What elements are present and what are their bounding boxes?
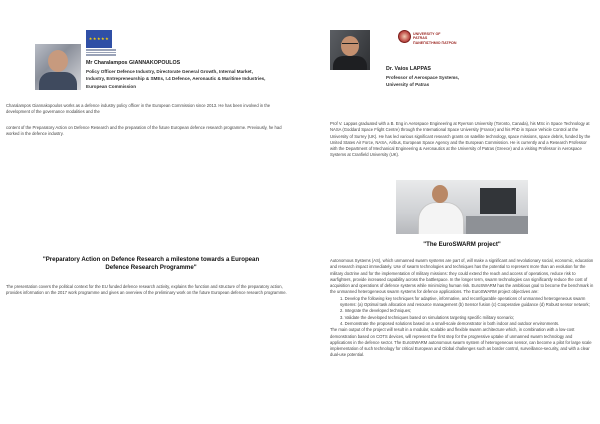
swarm-paragraph-2: The main output of the project will result in a modular, scalable and flexible swarm architecture which, in combination with a low-cost demonstration based on COTS devices, will represent the first step for the progressive uptake of unmanned swarm technology and applications in the defence sector. The EuroSWARM autonomous swarm system of heterogeneous sensor, can become a pilot for large scale implementation of such technology for critical European and Global challenges such as border control, surveillance-security, and with a clear dual-use potential. [330,327,592,358]
presentation-title-1: "Preparatory Action on Defence Research a milestone towards a European Defence Research Programme" [42,256,260,271]
speaker-name-2: Dr. Vaios LAPPAS [386,66,431,72]
role-line: Industry, Entrepreneurship & SMEs, I.4 Defence, Aeronautic & Maritime Industries, [86,76,266,82]
swarm-paragraph-1: Autonomous Systems (AS), which unmanned swarm systems are part of, will make a significant and revolutionary social, economic, education and research impact immediately. Use of swarm technologies and techniques has the potential to represent more than an evolution for the military doctrine and for the implementation of military missions: they could extend the reach and access of operations, reduce risk to warfighters, provide increased capability across the battlespace. In the longer term, swarm technologies can significantly reduce the cost of acquisition and operations of defence systems while minimizing human risk. EuroSWARM has the ambitious goal to become the benchmark in the unmanned heterogeneous swarm systems for defence applications. The EuroSWARM project objectives are: [330,258,594,295]
photo-body [418,202,464,234]
presentation-abstract-2 [330,258,594,359]
role-line: European Commission [86,83,137,89]
university-of-patras-seal [398,30,411,43]
photo-head [341,36,359,56]
role-line: Professor of Aerospace Systems, [386,75,460,80]
photo-body [333,56,367,70]
photo-head [432,185,448,203]
photo-body [39,72,77,90]
glasses-icon [342,43,358,46]
objective-item: 4. Demonstrate the proposed solutions based on a small-scale demonstrator in both indoor and outdoor environments. [340,320,560,326]
eu-stars-icon: ★★★★★ [88,36,110,41]
objective-item: 2. Integrate the developed techniques; [340,308,412,314]
objective-item: 1. Develop the following key techniques for adaptive, informative, and reconfigurable operations of unmanned heterogeneous swarm systems: (a) Optimal task allocation and resource management (b) Sensor fusion (c) Cooperative guidance (d) Robust sensor network; [340,295,590,308]
speaker-bio-2: Prof V. Lappas graduated with a B. Eng in Aerospace Engineering at Ryerson University (Toronto, Canada), his MSc in Space Technology at NASA (Goddard Space Flight Centre) through the International Space University (France) and his PhD in Space Vehicle Control at the University of Surrey (UK). He has led various significant research grants on satellite technology, space missions, space debris, funded by the United States Air Force, NASA, Airbus, European Space Agency and the European Commission. He is currently and a Research Professor with the Department of Mechanical Engineering & Aeronautics at the University of Patras (Greece) and a visiting Professor in Aerospace Systems at Cranfield University (UK). [330,121,591,158]
role-line: University of Patras [386,82,430,88]
lab-photo [396,180,528,234]
eu-flag-logo [86,30,112,48]
speaker-role-2 [386,74,586,89]
speaker-photo-lappas [330,30,370,70]
presentation-title-2: "The EuroSWARM project" [423,241,501,248]
desk-equipment [466,216,528,234]
speaker-bio-1-part-1: Charalampos Giannakopoulos works as a defence industry policy officer in the European Commission since 2013. He has been involved in the development of the governance modalities and the [6,103,271,115]
speaker-role-1 [86,68,296,90]
role-line: Policy Officer Defence Industry, Directorate General Growth, Internal Market, [86,69,253,74]
speaker-photo-giannakopoulos [35,44,81,90]
speaker-name-1: Mr Charalampos GIANNAKOPOULOS [86,60,181,66]
objective-item: 3. Validate the developed techniques based on simulations targeting specific military scenario; [340,314,515,320]
speaker-bio-1-part-2: content of the Preparatory Action on Defence Research and the preparation of the future European defence research programme. Previously, he had worked in the defence industry. [6,125,282,137]
university-of-patras-logo-text: UNIVERSITY OF PATRAS ΠΑΝΕΠΙΣΤΗΜΙΟ ΠΑΤΡΩΝ [413,32,457,45]
eu-commission-caption [86,49,116,55]
presentation-abstract-1: The presentation covers the political context for the EU funded defence research activity, explains the function and structure of the preparatory action, provides information on the 2017 work programme and gives an overview of the preliminary work on the future European defence research programme. [6,284,287,296]
monitor-icon [480,188,516,214]
photo-head [48,50,68,72]
